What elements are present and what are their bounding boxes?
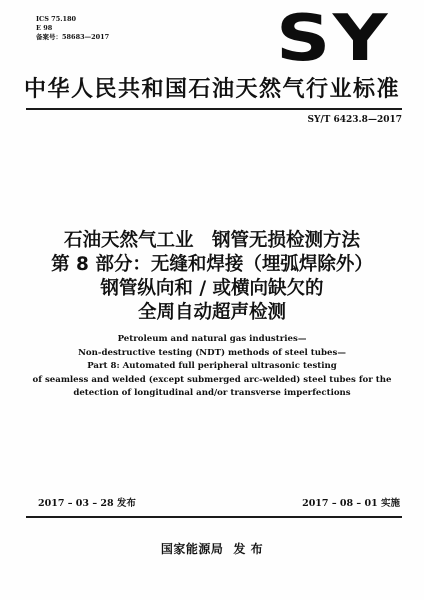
english-title-line: of seamless and welded (except submerged arc-welded) steel tubes for the xyxy=(32,374,392,385)
publisher-name: 国家能源局 xyxy=(160,542,224,556)
effective-date: 2017 – 08 – 01 实施 xyxy=(302,498,400,509)
classification-code: E 98 xyxy=(36,24,53,32)
publisher-action: 发 布 xyxy=(233,542,264,556)
chinese-title-line: 石油天然气工业 钢管无损检测方法 xyxy=(63,230,360,251)
chinese-title xyxy=(0,229,424,325)
record-number: 备案号：58683—2017 xyxy=(36,33,110,41)
chinese-title-line: 全周自动超声检测 xyxy=(137,302,286,323)
english-title xyxy=(0,333,424,401)
english-title-line: Petroleum and natural gas industries— xyxy=(117,334,307,344)
ics-code: ICS 75.180 xyxy=(36,15,77,23)
chinese-title-line: 钢管纵向和 / 或横向缺欠的 xyxy=(100,278,324,299)
english-title-line: Part 8: Automated full peripheral ultrasonic testing xyxy=(87,361,337,372)
chinese-title-line: 第 8 部分：无缝和焊接（埋弧焊除外） xyxy=(51,254,373,275)
english-title-line: Non-destructive testing (NDT) methods of steel tubes— xyxy=(78,347,346,358)
footer-divider xyxy=(26,516,402,518)
header-divider xyxy=(26,108,402,110)
sy-logo: SY xyxy=(276,2,390,76)
publisher xyxy=(0,541,424,557)
issue-date: 2017 – 03 – 28 发布 xyxy=(38,498,136,509)
standard-number: SY/T 6423.8—2017 xyxy=(307,115,402,125)
english-title-line: detection of longitudinal and/or transverse imperfections xyxy=(73,388,351,399)
standard-category-title: 中华人民共和国石油天然气行业标准 xyxy=(23,77,400,102)
